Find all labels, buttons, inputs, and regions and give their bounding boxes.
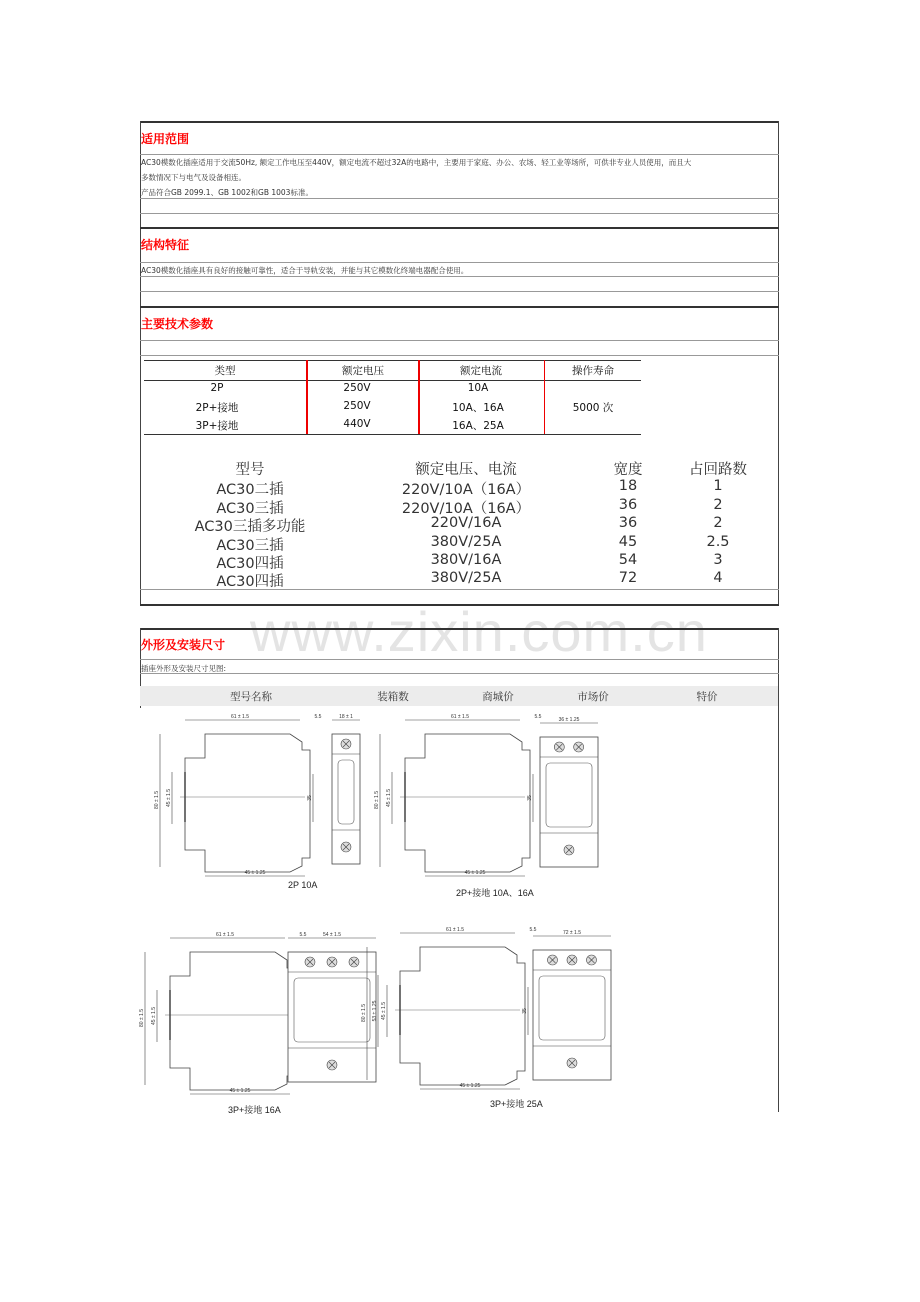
section-title-structure: 结构特征 (141, 238, 190, 252)
table-cell: AC30四插 (216, 574, 284, 590)
table-cell: AC30三插 (216, 501, 284, 517)
table-cell: 2P (210, 382, 224, 394)
table-cell: AC30二插 (216, 482, 284, 498)
table-cell: 1 (713, 478, 723, 494)
table-cell: 2 (713, 515, 723, 531)
dimension-label: 45 ± 1.5 (151, 1006, 157, 1026)
dimension-label: 35 (307, 795, 313, 801)
figure-caption: 2P 10A (288, 880, 318, 890)
section-title-scope: 适用范围 (141, 132, 190, 146)
socket-face (338, 760, 354, 824)
dimension-label: 80 ± 1.5 (374, 790, 380, 810)
table-header: 操作寿命 (572, 365, 614, 377)
table-cell: 250V (343, 382, 371, 394)
table-cell: 380V/25A (430, 570, 502, 586)
table-header: 宽度 (613, 462, 643, 478)
dimension-label: 36 ± 1.25 (558, 717, 580, 723)
watermark: www.zixin.com.cn (250, 600, 708, 663)
column-header: 商城价 (482, 691, 514, 703)
dimension-label: 5.5 (529, 927, 537, 933)
structure-text: AC30模数化插座具有良好的接触可靠性，适合于导轨安装，并能与其它模数化终端电器配合使用。 (141, 266, 469, 275)
side-view-outline (405, 734, 530, 872)
table-cell: 54 (618, 552, 638, 568)
side-view-outline (185, 734, 310, 872)
table-cell: 380V/25A (430, 534, 502, 550)
table-cell: 2.5 (706, 534, 730, 550)
dimension-label: 80 ± 1.5 (361, 1003, 367, 1023)
table-cell: AC30三插多功能 (194, 519, 306, 535)
dimension-label: 45 ± 1.5 (381, 1001, 387, 1021)
dimension-label: 18 ± 1 (339, 714, 353, 720)
figure-caption: 2P+接地 10A、16A (456, 888, 534, 898)
table-cell: 2 (713, 497, 723, 513)
dimension-label: 61 ± 1.5 (445, 927, 465, 933)
dimension-label: 45 ± 1.5 (386, 788, 392, 808)
table-cell: 4 (713, 570, 723, 586)
dimension-label: 5.5 (534, 714, 542, 720)
section-title-params: 主要技术参数 (141, 317, 214, 331)
table-cell: 3 (713, 552, 723, 568)
table-cell-life: 5000 次 (572, 402, 614, 414)
dimension-label: 53 ± 1.25 (372, 1000, 378, 1022)
figure-caption: 3P+接地 16A (228, 1105, 281, 1115)
table-cell: 3P+接地 (195, 420, 239, 432)
table-header: 类型 (214, 365, 236, 377)
column-header: 市场价 (577, 691, 609, 703)
table-header: 型号 (235, 462, 265, 478)
dimension-label: 45 ± 1.25 (244, 870, 266, 876)
side-view-outline (170, 952, 295, 1090)
scope-text-line: AC30模数化插座适用于交流50Hz, 额定工作电压至440V，额定电流不超过32A的电路中，主要用于家庭、办公、农场、轻工业等场所，可供非专业人员使用，而且大 (141, 158, 692, 167)
dimension-label: 80 ± 1.5 (139, 1008, 145, 1028)
dimension-label: 5.5 (299, 932, 307, 938)
socket-face (294, 978, 370, 1042)
socket-face (539, 976, 605, 1040)
table-cell: AC30四插 (216, 556, 284, 572)
dimension-label: 35 (522, 1008, 528, 1014)
table-cell: 10A (467, 382, 489, 394)
table-cell: 16A、25A (452, 420, 504, 432)
dimension-label: 45 ± 1.25 (229, 1088, 251, 1094)
dimension-label: 61 ± 1.5 (230, 714, 250, 720)
table-header: 额定电压 (342, 365, 384, 377)
table-cell: 72 (618, 570, 638, 586)
table-header: 额定电压、电流 (415, 462, 517, 478)
socket-face (546, 763, 592, 827)
table-cell: 45 (618, 534, 638, 550)
table-header: 额定电流 (460, 365, 502, 377)
dimension-label: 80 ± 1.5 (154, 790, 160, 810)
table-cell: 250V (343, 400, 371, 412)
table-cell: 18 (618, 478, 638, 494)
dimension-label: 45 ± 1.25 (464, 870, 486, 876)
table-cell: 2P+接地 (195, 402, 239, 414)
table-cell: 220V/10A（16A） (401, 501, 531, 517)
dimension-label: 5.5 (314, 714, 322, 720)
table-cell: 380V/16A (430, 552, 502, 568)
table-cell: 440V (343, 418, 371, 430)
dimension-label: 45 ± 1.5 (166, 788, 172, 808)
table-cell: 36 (618, 497, 638, 513)
dimension-label: 72 ± 1.5 (562, 930, 582, 936)
table-cell: 220V/16A (430, 515, 502, 531)
column-header: 型号名称 (230, 691, 272, 703)
dimensions-intro: 插座外形及安装尺寸见图: (141, 664, 227, 673)
scope-text-line: 产品符合GB 2099.1、GB 1002和GB 1003标准。 (141, 188, 313, 197)
figure-caption: 3P+接地 25A (490, 1099, 543, 1109)
table-cell: AC30三插 (216, 538, 284, 554)
column-header: 装箱数 (377, 691, 409, 703)
dimension-label: 61 ± 1.5 (450, 714, 470, 720)
scope-text-line: 多数情况下与电气及设备相连。 (141, 173, 246, 182)
dimension-label: 35 (527, 795, 533, 801)
dimension-label: 45 ± 1.25 (459, 1083, 481, 1089)
table-header: 占回路数 (689, 462, 747, 478)
section-title-dimensions: 外形及安装尺寸 (141, 638, 226, 652)
dimension-label: 61 ± 1.5 (215, 932, 235, 938)
side-view-outline (400, 947, 525, 1085)
dimension-label: 54 ± 1.5 (322, 932, 342, 938)
table-cell: 10A、16A (452, 402, 504, 414)
column-header: 特价 (696, 691, 718, 703)
table-cell: 36 (618, 515, 638, 531)
table-cell: 220V/10A（16A） (401, 482, 531, 498)
